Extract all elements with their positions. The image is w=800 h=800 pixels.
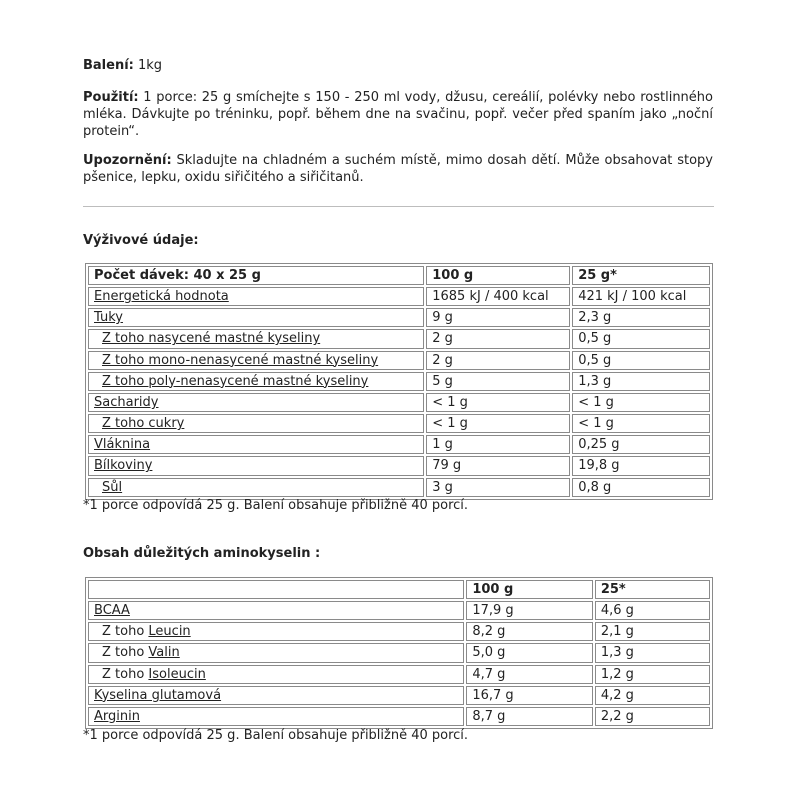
nutrient-value-25g: < 1 g: [572, 393, 710, 412]
nutrition-footnote: *1 porce odpovídá 25 g. Balení obsahuje přibližně 40 porcí.: [83, 498, 469, 513]
amino-name-link[interactable]: Leucin: [148, 624, 191, 640]
nutrient-name-link[interactable]: Vláknina: [94, 437, 151, 453]
nutrient-name-link[interactable]: Z toho nasycené mastné kyseliny: [102, 331, 321, 347]
amino-value-25: 1,3 g: [595, 643, 710, 662]
amino-row: [88, 665, 710, 684]
nutrient-name-cell: [88, 478, 424, 497]
amino-table: [85, 577, 713, 729]
warning-info: [83, 152, 713, 186]
nutrient-name-cell: [88, 456, 424, 475]
amino-name-link[interactable]: Arginin: [94, 708, 140, 724]
nutrient-name-link[interactable]: Z toho mono-nenasycené mastné kyseliny: [102, 352, 379, 368]
nutrition-header-label: Počet dávek: 40 x 25 g: [88, 266, 424, 285]
amino-name-cell: [88, 622, 464, 641]
nutrient-value-25g: 0,5 g: [572, 329, 710, 348]
nutrient-name-cell: [88, 372, 424, 391]
section-divider: [83, 206, 714, 207]
amino-value-100g: 17,9 g: [466, 601, 592, 620]
nutrient-value-25g: 0,5 g: [572, 351, 710, 370]
nutrient-name-link[interactable]: Sacharidy: [94, 394, 159, 410]
nutrition-row: [88, 329, 710, 348]
nutrition-header-row: [88, 266, 710, 285]
amino-name-link[interactable]: Kyselina glutamová: [94, 687, 222, 703]
nutrition-header-25g: 25 g*: [572, 266, 710, 285]
amino-value-25: 2,2 g: [595, 707, 710, 726]
nutrient-name-cell: [88, 351, 424, 370]
nutrient-value-100g: 2 g: [426, 351, 570, 370]
warning-value: Skladujte na chladném a suchém místě, mimo dosah dětí. Může obsahovat stopy pšenice, lepku, oxidu siřičitého a siřičitanů.: [83, 153, 713, 186]
nutrition-row: [88, 478, 710, 497]
nutrient-value-100g: 3 g: [426, 478, 570, 497]
nutrition-header-100g: 100 g: [426, 266, 570, 285]
nutrient-value-25g: 1,3 g: [572, 372, 710, 391]
nutrient-value-100g: 1 g: [426, 435, 570, 454]
nutrient-name-cell: [88, 393, 424, 412]
amino-header-row: [88, 580, 710, 599]
nutrient-name-link[interactable]: Tuky: [94, 310, 123, 326]
amino-row: [88, 643, 710, 662]
nutrient-name-cell: [88, 329, 424, 348]
amino-value-25: 2,1 g: [595, 622, 710, 641]
nutrient-name-link[interactable]: Z toho cukry: [102, 416, 185, 432]
nutrient-name-cell: [88, 287, 424, 306]
nutrient-value-25g: 0,8 g: [572, 478, 710, 497]
amino-footnote: *1 porce odpovídá 25 g. Balení obsahuje přibližně 40 porcí.: [83, 728, 469, 743]
nutrient-value-100g: < 1 g: [426, 414, 570, 433]
amino-name-cell: [88, 601, 464, 620]
nutrition-row: [88, 435, 710, 454]
amino-value-25: 4,2 g: [595, 686, 710, 705]
amino-header-100g: 100 g: [466, 580, 592, 599]
nutrition-row: [88, 308, 710, 327]
amino-name-link[interactable]: BCAA: [94, 603, 130, 619]
amino-value-100g: 8,7 g: [466, 707, 592, 726]
usage-label: Použití:: [83, 90, 139, 105]
nutrient-value-100g: 79 g: [426, 456, 570, 475]
amino-row: [88, 707, 710, 726]
packaging-value: 1kg: [133, 58, 163, 73]
nutrient-value-25g: < 1 g: [572, 414, 710, 433]
amino-row: [88, 622, 710, 641]
amino-value-100g: 8,2 g: [466, 622, 592, 641]
amino-row: [88, 601, 710, 620]
nutrient-name-cell: [88, 435, 424, 454]
packaging-info: [83, 57, 713, 74]
nutrition-table: [85, 263, 713, 500]
amino-header-label: [88, 580, 464, 599]
nutrient-value-100g: 1685 kJ / 400 kcal: [426, 287, 570, 306]
nutrition-heading: Výživové údaje:: [83, 233, 199, 248]
amino-header-25: 25*: [595, 580, 710, 599]
nutrient-value-25g: 0,25 g: [572, 435, 710, 454]
nutrition-row: [88, 372, 710, 391]
nutrition-row: [88, 414, 710, 433]
amino-name-link[interactable]: Isoleucin: [148, 666, 206, 682]
amino-row: [88, 686, 710, 705]
amino-name-cell: [88, 686, 464, 705]
nutrient-name-link[interactable]: Sůl: [102, 479, 123, 495]
amino-value-25: 4,6 g: [595, 601, 710, 620]
amino-value-100g: 5,0 g: [466, 643, 592, 662]
nutrient-value-25g: 421 kJ / 100 kcal: [572, 287, 710, 306]
packaging-label: Balení:: [83, 58, 134, 73]
amino-value-25: 1,2 g: [595, 665, 710, 684]
nutrient-name-link[interactable]: Energetická hodnota: [94, 289, 229, 305]
amino-value-100g: 16,7 g: [466, 686, 592, 705]
nutrient-name-link[interactable]: Z toho poly-nenasycené mastné kyseliny: [102, 373, 369, 389]
nutrition-row: [88, 351, 710, 370]
nutrient-value-100g: 2 g: [426, 329, 570, 348]
nutrition-row: [88, 393, 710, 412]
nutrition-row: [88, 287, 710, 306]
usage-info: [83, 89, 713, 140]
amino-value-100g: 4,7 g: [466, 665, 592, 684]
warning-label: Upozornění:: [83, 153, 172, 168]
nutrient-value-100g: < 1 g: [426, 393, 570, 412]
amino-prefix: Z toho: [102, 624, 149, 640]
nutrient-value-25g: 19,8 g: [572, 456, 710, 475]
nutrient-value-100g: 9 g: [426, 308, 570, 327]
amino-heading: Obsah důležitých aminokyselin :: [83, 546, 321, 561]
amino-prefix: Z toho: [102, 666, 149, 682]
nutrient-name-cell: [88, 308, 424, 327]
nutrient-name-link[interactable]: Bílkoviny: [94, 458, 153, 474]
nutrient-value-25g: 2,3 g: [572, 308, 710, 327]
nutrient-value-100g: 5 g: [426, 372, 570, 391]
nutrient-name-cell: [88, 414, 424, 433]
nutrition-row: [88, 456, 710, 475]
usage-value: 1 porce: 25 g smíchejte s 150 - 250 ml vody, džusu, cereálií, polévky nebo rostlinného mléka. Dávkujte po tréninku, popř. během dne na svačinu, popř. večer před spaním jako „noční protein“.: [83, 90, 713, 140]
amino-prefix: Z toho: [102, 645, 149, 661]
amino-name-link[interactable]: Valin: [148, 645, 180, 661]
amino-name-cell: [88, 665, 464, 684]
amino-name-cell: [88, 643, 464, 662]
amino-name-cell: [88, 707, 464, 726]
